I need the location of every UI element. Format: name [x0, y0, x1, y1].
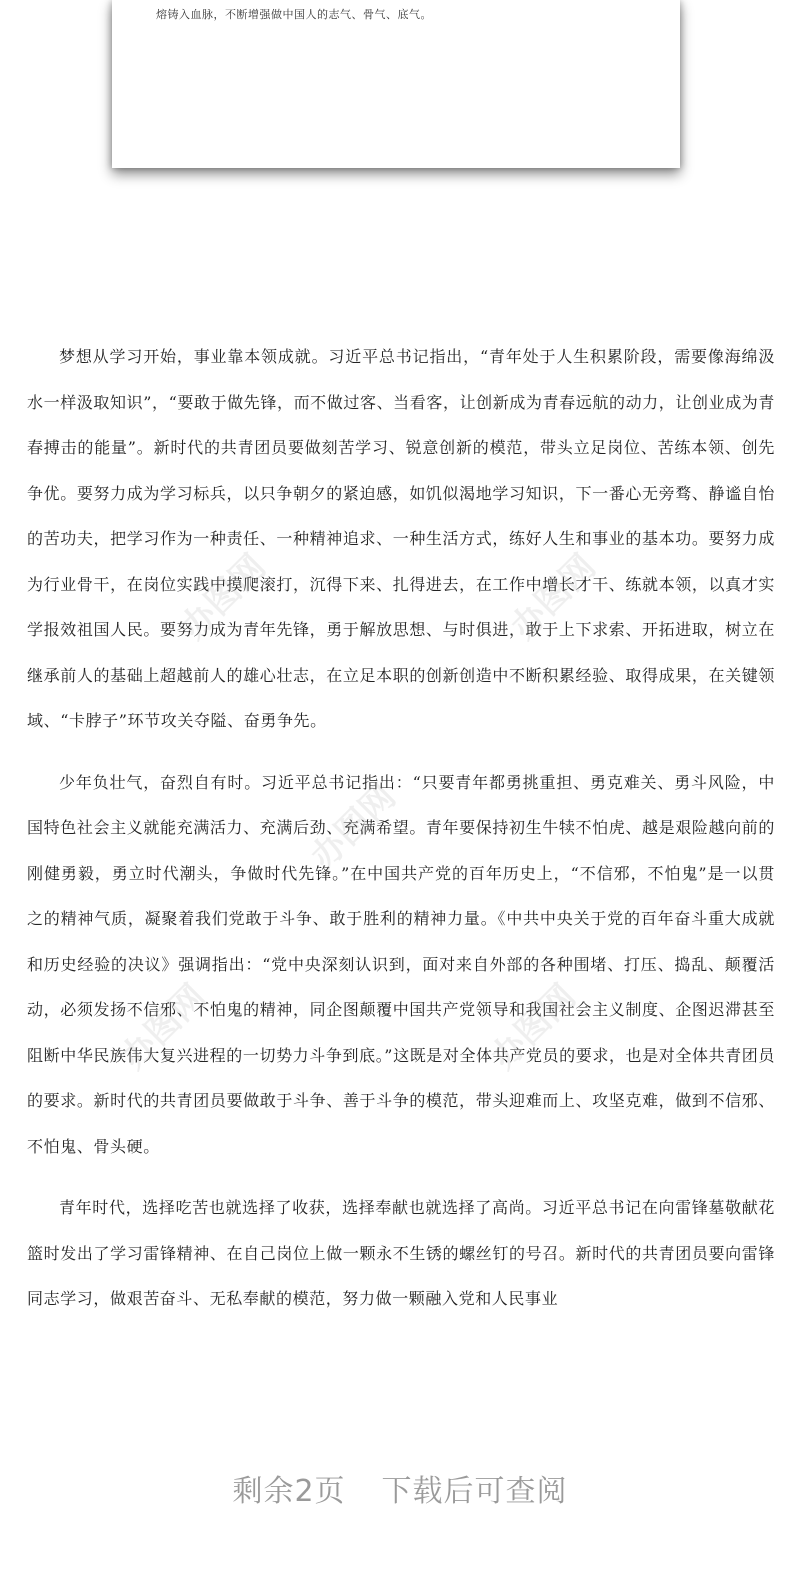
previous-page-last-line: 熔铸入血脉，不断增强做中国人的志气、骨气、底气。 — [156, 8, 432, 21]
previous-page-card — [112, 0, 680, 168]
remaining-pages-count: 剩余2页 — [232, 1474, 346, 1509]
watermark: 办图网 — [483, 976, 584, 1078]
content-fade — [0, 1400, 800, 1460]
download-to-read-banner[interactable] — [0, 1466, 800, 1510]
paragraph-dedication: 青年时代，选择吃苦也就选择了收获，选择奉献也就选择了高尚。习近平总书记在向雷锋墓敬献花篮时发出了学习雷锋精神、在自己岗位上做一颗永不生锈的螺丝钉的号召。新时代的共青团员要向雷锋同志学习，做艰苦奋斗、无私奉献的模范，努力做一颗融入党和人民事业 — [27, 1198, 775, 1308]
watermark: 办图网 — [173, 546, 274, 648]
paragraph-study: 梦想从学习开始，事业靠本领成就。习近平总书记指出，“青年处于人生积累阶段，需要像海绵汲水一样汲取知识”，“要敢于做先锋，而不做过客、当看客，让创新成为青春远航的动力，让创业成为青春搏击的能量”。新时代的共青团员要做刻苦学习、锐意创新的模范，带头立足岗位、苦练本领、创先争优。要努力成为学习标兵，以只争朝夕的紧迫感，如饥似渴地学习知识，下一番心无旁骛、静谧自怡的苦功夫，把学习作为一种责任、一种精神追求、一种生活方式，练好人生和事业的基本功。要努力成为行业骨干，在岗位实践中摸爬滚打，沉得下来、扎得进去，在工作中增长才干、练就本领，以真才实学报效祖国人民。要努力成为青年先锋，勇于解放思想、与时俱进，敢于上下求索、开拓进取，树立在继承前人的基础上超越前人的雄心壮志，在立足本职的创新创造中不断积累经验、取得成果，在关键领域、“卡脖子”环节攻关夺隘、奋勇争先。 — [27, 347, 775, 730]
watermark: 办图网 — [503, 546, 604, 648]
watermark: 办图网 — [113, 976, 214, 1078]
watermark: 办图网 — [303, 776, 404, 878]
document-body — [27, 334, 775, 1338]
paragraph-courage: 少年负壮气，奋烈自有时。习近平总书记指出：“只要青年都勇挑重担、勇克难关、勇斗风险，中国特色社会主义就能充满活力、充满后劲、充满希望。青年要保持初生牛犊不怕虎、越是艰险越向前的刚健勇毅，勇立时代潮头，争做时代先锋。”在中国共产党的百年历史上，“不信邪，不怕鬼”是一以贯之的精神气质，凝聚着我们党敢于斗争、敢于胜利的精神力量。《中共中央关于党的百年奋斗重大成就和历史经验的决议》强调指出：“党中央深刻认识到，面对来自外部的各种围堵、打压、捣乱、颠覆活动，必须发扬不信邪、不怕鬼的精神，同企图颠覆中国共产党领导和我国社会主义制度、企图迟滞甚至阻断中华民族伟大复兴进程的一切势力斗争到底。”这既是对全体共产党员的要求，也是对全体共青团员的要求。新时代的共青团员要做敢于斗争、善于斗争的模范，带头迎难而上、攻坚克难，做到不信邪、不怕鬼、骨头硬。 — [27, 772, 775, 1156]
download-to-view-label: 下载后可查阅 — [381, 1474, 568, 1509]
